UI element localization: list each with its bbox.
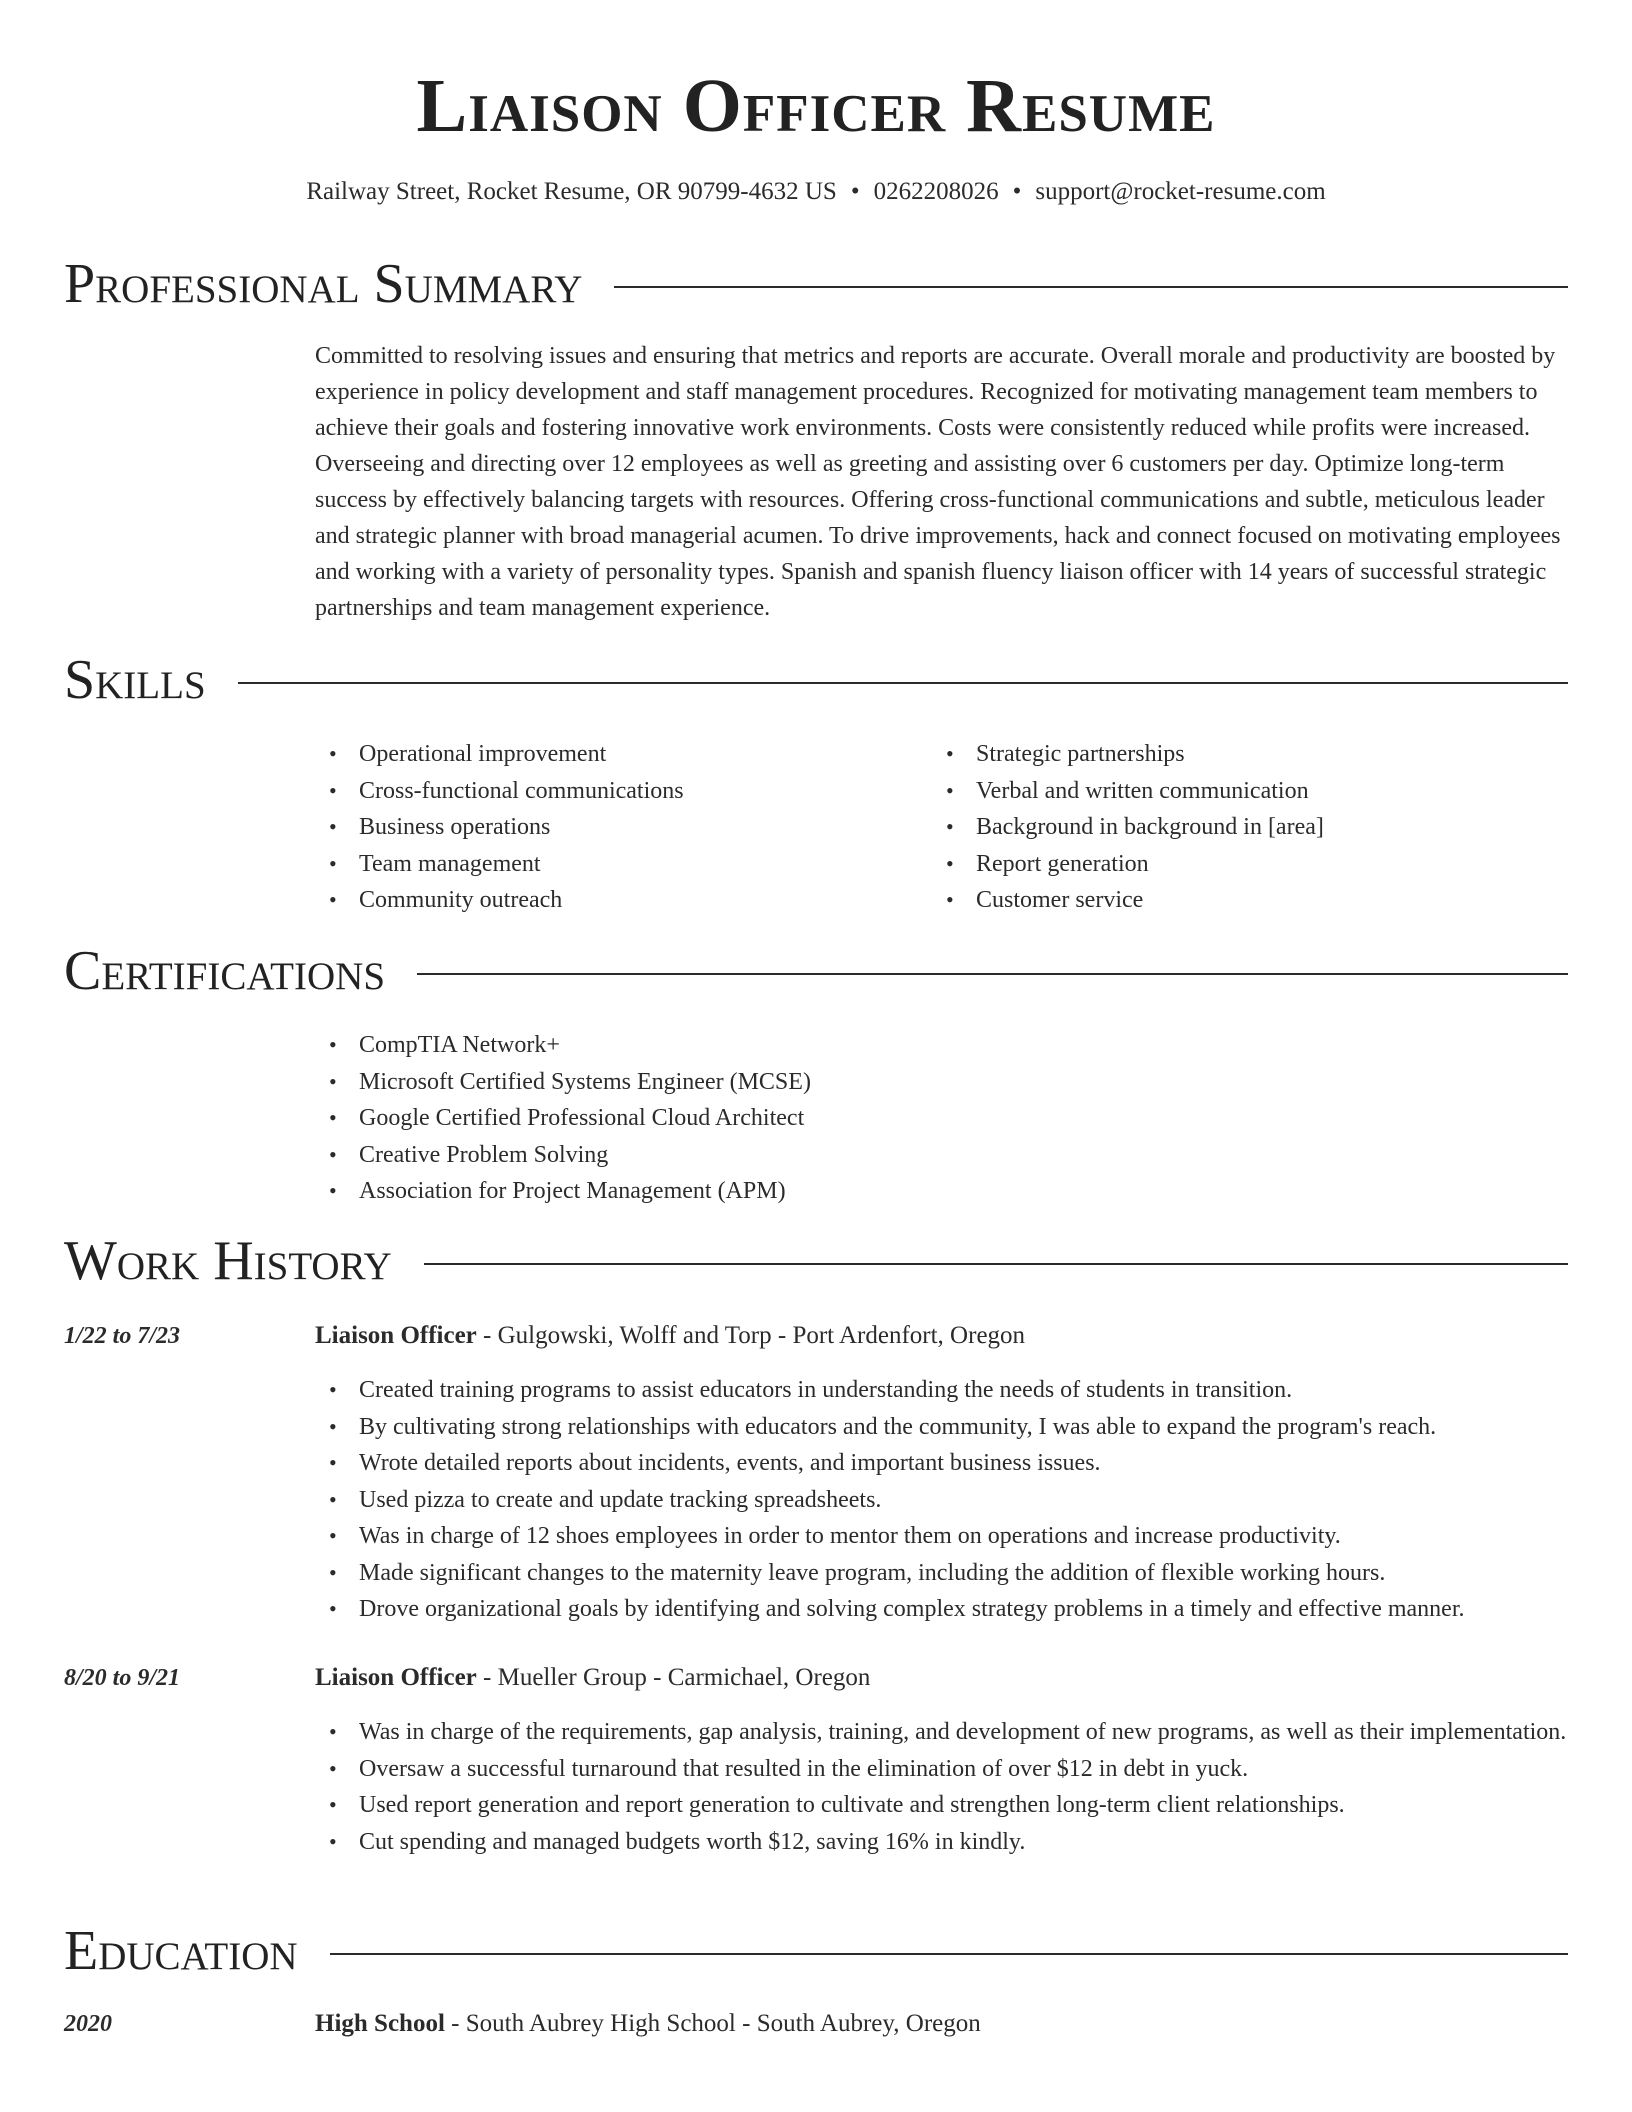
section-title-skills [64,648,206,712]
contact-phone: 0262208026 [873,178,999,205]
job-title: Liaison Officer [315,1322,477,1349]
section-title-education: Education [64,1920,298,1982]
skill-item: • Operational improvement [315,736,932,773]
job-dates: 8/20 to 9/21 [64,1665,181,1691]
section-title-certifications: Certifications [64,940,386,1002]
skill-item: • Cross-functional communications [315,773,932,810]
job-responsibilities [315,1372,1568,1628]
skill-item: • Community outreach [315,882,932,919]
job-bullet: • Wrote detailed reports about incidents, events, and important business issues. [315,1445,1568,1482]
section-header-education [64,1919,1568,1983]
certification-item: • Microsoft Certified Systems Engineer (MCSE) [315,1064,1568,1101]
section-header-summary [64,252,1568,316]
education-date: 2020 [64,2011,112,2037]
job-bullet: • Cut spending and managed budgets worth $12, saving 16% in kindly. [315,1824,1568,1861]
job-bullet: • Was in charge of 12 shoes employees in order to mentor them on operations and increase productivity. [315,1518,1568,1555]
job-title: Liaison Officer [315,1664,477,1691]
certification-item: • Creative Problem Solving [315,1137,1568,1174]
job-bullet: • Used report generation and report generation to cultivate and strengthen long-term client relationships. [315,1787,1568,1824]
section-header-work-history [64,1229,1568,1293]
skill-item: • Customer service [932,882,1549,919]
education-degree: High School [315,2010,445,2037]
skill-item: • Background in background in [area] [932,809,1549,846]
section-divider [424,1263,1568,1265]
job-bullet: • Used pizza to create and update tracking spreadsheets. [315,1482,1568,1519]
skill-item: • Business operations [315,809,932,846]
skill-item: • Strategic partnerships [932,736,1549,773]
certification-item: • Google Certified Professional Cloud Architect [315,1100,1568,1137]
section-header-certifications [64,939,1568,1003]
skills-list [315,736,1568,919]
job-employer: - Mueller Group - Carmichael, Oregon [476,1664,871,1691]
skills-heading-text: Skills [64,649,206,711]
section-title-work-history: Work History [64,1230,392,1292]
contact-address: Railway Street, Rocket Resume, OR 90799-4632 US [306,178,837,205]
job-bullet: • Made significant changes to the maternity leave program, including the addition of flexible working hours. [315,1555,1568,1592]
certification-item: • Association for Project Management (APM) [315,1173,1568,1210]
section-title-summary: Professional Summary [64,253,583,315]
certification-item: • CompTIA Network+ [315,1027,1568,1064]
job-bullet: • Oversaw a successful turnaround that resulted in the elimination of over $12 in debt in yuck. [315,1751,1568,1788]
contact-email: support@rocket-resume.com [1035,178,1326,205]
contact-separator: • [850,178,860,205]
section-divider [417,973,1568,975]
job-bullet: • Created training programs to assist educators in understanding the needs of students in transition. [315,1372,1568,1409]
job-bullet: • By cultivating strong relationships with educators and the community, I was able to expand the program's reach. [315,1409,1568,1446]
job-dates: 1/22 to 7/23 [64,1323,181,1349]
job-bullet: • Was in charge of the requirements, gap analysis, training, and development of new programs, as well as their implementation. [315,1714,1568,1751]
skills-column-right [932,736,1549,919]
skill-item: • Report generation [932,846,1549,883]
education-heading [315,2006,1568,2042]
section-divider [614,286,1568,288]
skill-item: • Team management [315,846,932,883]
job-heading [315,1660,1568,1696]
job-employer: - Gulgowski, Wolff and Torp - Port Ardenfort, Oregon [476,1322,1026,1349]
job-heading [315,1318,1568,1354]
section-divider [238,682,1568,684]
education-school: - South Aubrey High School - South Aubrey, Oregon [444,2010,981,2037]
contact-line [0,176,1632,208]
skill-item: • Verbal and written communication [932,773,1549,810]
contact-separator: • [1012,178,1022,205]
resume-title: Liaison Officer Resume [416,64,1216,148]
skills-column-left [315,736,932,919]
job-responsibilities [315,1714,1568,1860]
job-bullet: • Drove organizational goals by identifying and solving complex strategy problems in a timely and effective manner. [315,1591,1568,1628]
section-header-skills [64,648,1568,712]
summary-text: Committed to resolving issues and ensuring that metrics and reports are accurate. Overall morale and productivity are boosted by experience in policy development and staff management procedures. Recognized for motivating management team members to achieve their goals and fostering innovative work environments. Costs were consistently reduced while profits were increased. Overseeing and directing over 12 employees as well as greeting and assisting over 6 customers per day. Optimize long-term success by effectively balancing targets with resources. Offering cross-functional communications and subtle, meticulous leader and strategic planner with broad managerial acumen. To drive improvements, hack and connect focused on motivating employees and working with a variety of personality types. Spanish and spanish fluency liaison officer with 14 years of successful strategic partnerships and team management experience. [315,343,1561,621]
certifications-list [315,1027,1568,1210]
section-divider [330,1953,1568,1955]
